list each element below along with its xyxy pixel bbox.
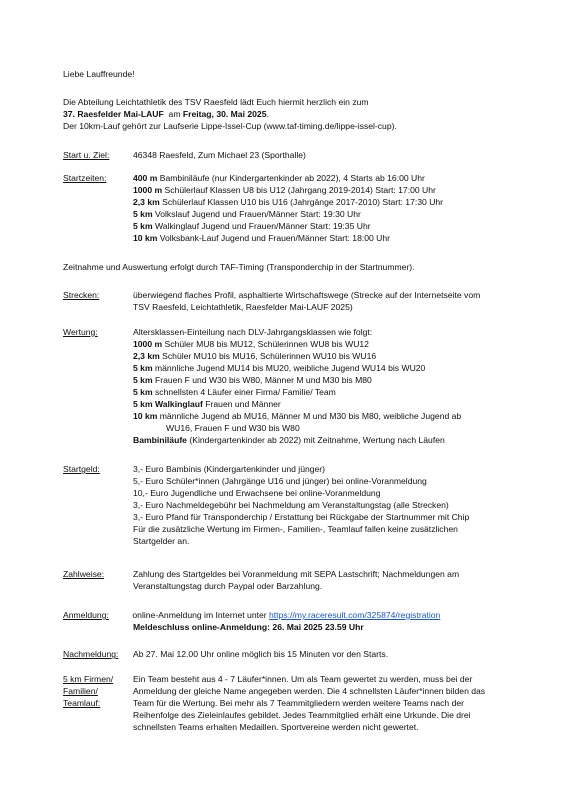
startzeit-text: Volksbank-Lauf Jugend und Frauen/Männer Start: 18:00 Uhr (157, 233, 391, 243)
wertung-text: schnellsten 4 Läufer einer Firma/ Familie/ Team (152, 387, 336, 397)
startgeld-line: 3,- Euro Nachmeldegebühr bei Nachmeldung am Veranstaltungstag (alle Strecken) (133, 500, 449, 510)
team-line: Team für die Wertung. Bei mehr als 7 Teammitgliedern werden weitere Teams nach der (133, 698, 465, 708)
wertung-row (133, 375, 372, 386)
wertung-row (133, 399, 281, 410)
startgeld-line: Für die zusätzliche Wertung im Firmen-, Familien-, Teamlauf fallen keine zusätzlichen (133, 524, 458, 534)
wertung-text: männliche Jugend MU14 bis MU20, weibliche Jugend WU14 bis WU20 (152, 363, 426, 373)
zahlweise-label: Zahlweise: (63, 569, 105, 579)
wertung-row (133, 339, 369, 350)
anmeldung-line (130, 610, 440, 621)
strecken-line-2: TSV Raesfeld, Leichtathletik, Raesfelder Mai-LAUF 2025) (133, 302, 353, 312)
team-label-3: Teamlauf: (63, 698, 101, 708)
zahlweise-line-2: Veranstaltungstag durch Paypal oder Barzahlung. (133, 581, 323, 591)
wertung-row (133, 363, 425, 374)
wertung-distance: 5 km (133, 387, 153, 397)
intro-line-3: Der 10km-Lauf gehört zur Laufserie Lippe-Issel-Cup (www.taf-timing.de/lippe-issel-cup). (63, 121, 397, 131)
meldeschluss: Meldeschluss online-Anmeldung: 26. Mai 2025 23.59 Uhr (133, 622, 364, 632)
startzeit-text: Schülerlauf Klassen U10 bis U16 (Jahrgänge 2017-2010) Start: 17:30 Uhr (159, 197, 444, 207)
startzeit-row (133, 173, 425, 184)
startzeit-distance: 5 km (133, 221, 153, 231)
team-label-1: 5 km Firmen/ (63, 674, 114, 684)
wertung-distance: 1000 m (133, 339, 163, 349)
intro-line-1: Die Abteilung Leichtathletik des TSV Raesfeld lädt Euch hiermit herzlich ein zum (63, 97, 369, 107)
team-line: schnellsten Teams erhalten Medaillen. Sportvereine werden nicht gewertet. (133, 722, 419, 732)
team-line: Anmeldung der gleiche Name angegeben werden. Die 4 schnellsten Läufer*innen bilden das (133, 686, 486, 696)
wertung-distance: 10 km (133, 411, 158, 421)
event-end: . (266, 109, 269, 119)
wertung-bambini-text: (Kindergartenkinder ab 2022) mit Zeitnahme, Wertung nach Läufen (186, 435, 445, 445)
anmeldung-label: Anmeldung: (63, 610, 109, 620)
start-label: Start u. Ziel: (63, 150, 110, 160)
event-date: Freitag, 30. Mai 2025 (182, 109, 267, 119)
anmeldung-text: online-Anmeldung im Internet unter (130, 610, 270, 620)
startzeit-text: Walkinglauf Jugend und Frauen/Männer Start: 19:35 Uhr (152, 221, 371, 231)
wertung-intro: Altersklassen-Einteilung nach DLV-Jahrgangsklassen wie folgt: (133, 327, 373, 337)
strecken-line-1: überwiegend flaches Profil, asphaltierte Wirtschaftswege (Strecke auf der Internetseite vom (133, 290, 481, 300)
event-mid: am (163, 109, 183, 119)
startzeit-row (133, 197, 443, 208)
nachmeldung-label: Nachmeldung: (63, 649, 119, 659)
startgeld-line: 10,- Euro Jugendliche und Erwachsene bei online-Voranmeldung (133, 488, 381, 498)
greeting: Liebe Lauffreunde! (63, 69, 135, 79)
startzeit-distance: 1000 m (133, 185, 163, 195)
wertung-label: Wertung: (63, 327, 98, 337)
event-name: 37. Raesfelder Mai-LAUF (63, 109, 164, 119)
startgeld-line: Startgelder an. (133, 536, 190, 546)
zahlweise-line-1: Zahlung des Startgeldes bei Voranmeldung mit SEPA Lastschrift; Nachmeldungen am (133, 569, 460, 579)
wertung-row (133, 387, 336, 398)
wertung-bambini (133, 435, 445, 446)
startzeit-row (133, 209, 361, 220)
startzeit-text: Volkslauf Jugend und Frauen/Männer Start: 19:30 Uhr (152, 209, 361, 219)
registration-link[interactable]: https://my.raceresult.com/325874/registration (269, 610, 441, 620)
wertung-continuation: WU16, Frauen F und W30 bis W80 (166, 423, 300, 433)
startzeit-distance: 5 km (133, 209, 153, 219)
startzeit-text: Bambiniläufe (nur Kindergartenkinder ab 2022), 4 Starts ab 16:00 Uhr (157, 173, 425, 183)
start-value: 46348 Raesfeld, Zum Michael 23 (Sporthalle) (133, 150, 306, 160)
startzeit-row (133, 185, 436, 196)
startzeit-distance: 10 km (133, 233, 158, 243)
team-line: Reihenfolge des Zieleinlaufes gebildet. Jedes Teammitglied erhält eine Urkunde. Die drei (133, 710, 471, 720)
wertung-distance: 2,3 km (133, 351, 160, 361)
wertung-row (133, 351, 376, 362)
wertung-text: Frauen F und W30 bis W80, Männer M und M30 bis M80 (152, 375, 372, 385)
wertung-distance: 5 km (133, 363, 153, 373)
startgeld-label: Startgeld: (63, 464, 100, 474)
wertung-row (133, 411, 461, 422)
startgeld-line: 5,- Euro Schüler*innen (Jahrgänge U16 und jünger) bei online-Voranmeldung (133, 476, 427, 486)
zeitnahme-text: Zeitnahme und Auswertung erfolgt durch TAF-Timing (Transponderchip in der Startnummer). (63, 262, 415, 272)
startgeld-line: 3,- Euro Pfand für Transponderchip / Erstattung bei Rückgabe der Startnummer mit Chip (133, 512, 470, 522)
startzeit-text: Schülerlauf Klassen U8 bis U12 (Jahrgang 2019-2014) Start: 17:00 Uhr (162, 185, 436, 195)
wertung-text: Schüler MU8 bis MU12, Schülerinnen WU8 bis WU12 (162, 339, 369, 349)
wertung-distance: 5 km (133, 375, 153, 385)
wertung-text: männliche Jugend ab MU16, Männer M und M30 bis M80, weibliche Jugend ab (157, 411, 462, 421)
startzeit-row (133, 233, 390, 244)
wertung-bambini-label: Bambiniläufe (133, 435, 187, 445)
strecken-label: Strecken: (63, 290, 100, 300)
wertung-text: Frauen und Männer (202, 399, 281, 409)
intro-event-line (63, 109, 269, 120)
startzeit-distance: 2,3 km (133, 197, 160, 207)
wertung-text: Schüler MU10 bis MU16, Schülerinnen WU10 bis WU16 (159, 351, 377, 361)
wertung-distance: 5 km Walkinglauf (133, 399, 203, 409)
team-label-2: Familien/ (63, 686, 98, 696)
startzeiten-label: Startzeiten: (63, 173, 107, 183)
startzeit-distance: 400 m (133, 173, 158, 183)
startgeld-line: 3,- Euro Bambinis (Kindergartenkinder und jünger) (133, 464, 326, 474)
startzeit-row (133, 221, 371, 232)
nachmeldung-value: Ab 27. Mai 12.00 Uhr online möglich bis 15 Minuten vor den Starts. (133, 649, 389, 659)
team-line: Ein Team besteht aus 4 - 7 Läufer*innen. Um als Team gewertet zu werden, muss bei der (133, 674, 473, 684)
